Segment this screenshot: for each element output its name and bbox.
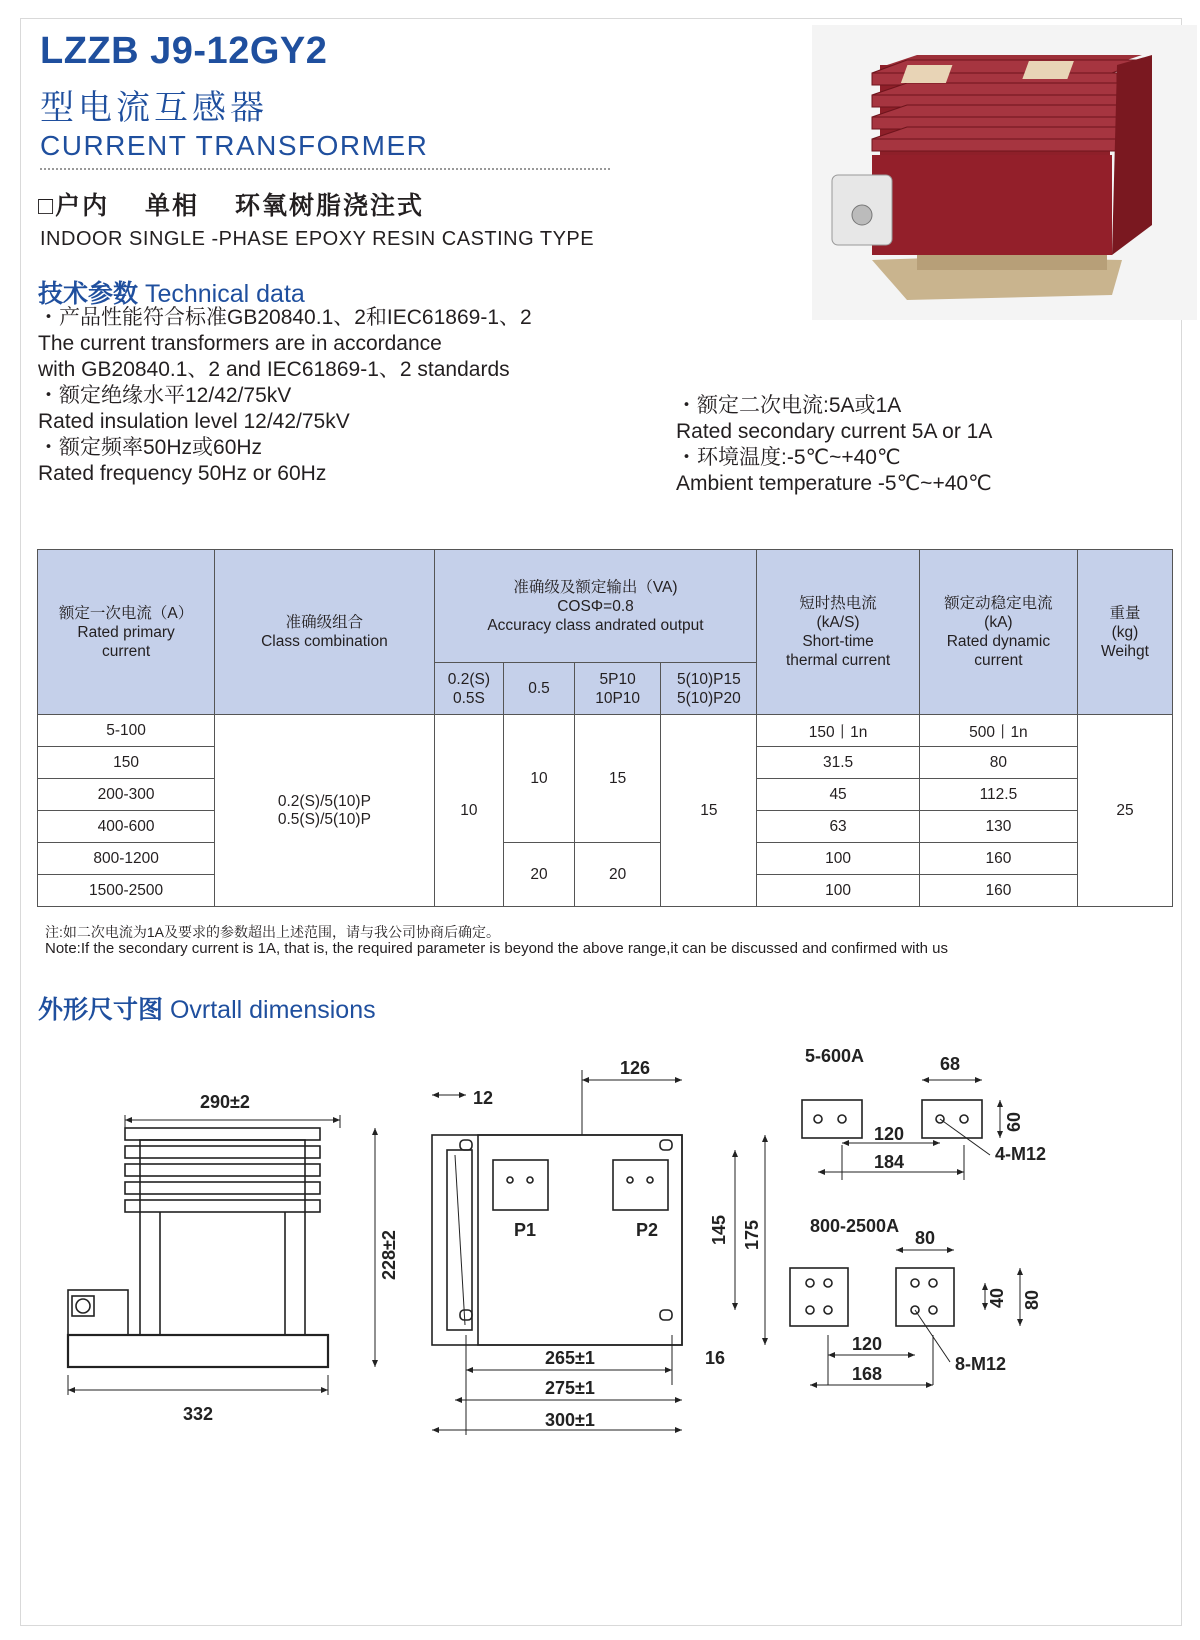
dim-top-265: 265±1 [545, 1348, 595, 1368]
technical-heading-en: Technical data [144, 280, 305, 308]
cell-primary: 200-300 [38, 779, 215, 811]
dim-top-126: 126 [620, 1058, 651, 1078]
cell-dynamic: 500丨1n [919, 715, 1077, 747]
cell-va-p15: 15 [661, 715, 757, 907]
cell-primary: 150 [38, 747, 215, 779]
title-english: CURRENT TRANSFORMER [40, 130, 429, 161]
spec-line: ・额定二次电流:5A或1A [676, 394, 902, 417]
product-photo [812, 25, 1197, 320]
dim-small-60: 60 [1004, 1111, 1024, 1132]
spec-line: ・环境温度:-5℃~+40℃ [676, 446, 901, 469]
header-class-combination: 准确级组合 Class combination [215, 550, 434, 715]
header-accuracy-output: 准确级及额定输出（VA) COSΦ=0.8 Accuracy class andrated output [434, 550, 757, 663]
note-english: Note:If the secondary current is 1A, that is, the required parameter is beyond the above range,it can be discussed and confirmed with us [45, 940, 949, 957]
cell-dynamic: 112.5 [919, 779, 1077, 811]
label-p1: P1 [514, 1220, 537, 1240]
dim-side-height: 228±2 [379, 1230, 399, 1280]
spec-line: ・额定频率50Hz或60Hz [38, 436, 263, 459]
cell-va-5p: 15 [574, 715, 660, 843]
cell-primary: 800-1200 [38, 843, 215, 875]
dim-large-80v: 80 [1022, 1289, 1042, 1310]
dim-top-16: 16 [705, 1348, 726, 1368]
cell-dynamic: 130 [919, 811, 1077, 843]
subheader-5p15: 5(10)P15 5(10)P20 [661, 663, 757, 715]
subheader-05: 0.5 [504, 663, 575, 715]
cell-dynamic: 160 [919, 843, 1077, 875]
dim-side-base: 332 [183, 1404, 214, 1424]
cell-thermal: 45 [757, 779, 919, 811]
cell-va-02: 10 [434, 715, 504, 907]
type-english: INDOOR SINGLE -PHASE EPOXY RESIN CASTING TYPE [40, 228, 595, 250]
spec-line: ・额定绝缘水平12/42/75kV [38, 384, 292, 407]
cell-thermal: 100 [757, 843, 919, 875]
dimension-drawings [0, 1040, 1200, 1480]
cell-va-5p: 20 [574, 843, 660, 907]
header-weight: 重量 (kg) Weihgt [1078, 550, 1173, 715]
cell-primary: 1500-2500 [38, 875, 215, 907]
spec-list-left [38, 305, 532, 487]
label-4-m12: 4-M12 [995, 1144, 1047, 1164]
spec-table [37, 549, 1173, 907]
dim-small-184: 184 [874, 1152, 905, 1172]
header-primary-current: 额定一次电流（A） Rated primary current [38, 550, 215, 715]
dim-large-40: 40 [987, 1287, 1007, 1308]
spec-line: Rated frequency 50Hz or 60Hz [38, 462, 327, 485]
dim-top-145: 145 [709, 1214, 729, 1245]
dim-large-168: 168 [852, 1364, 883, 1384]
cell-va-05: 10 [504, 715, 575, 843]
spec-line: ・产品性能符合标准GB20840.1、2和IEC61869-1、2 [38, 306, 532, 329]
subheader-02s: 0.2(S) 0.5S [434, 663, 504, 715]
label-5-600a: 5-600A [805, 1046, 865, 1066]
table-row [38, 715, 1173, 747]
technical-heading-cn: 技术参数 [38, 280, 139, 308]
cell-class-combo: 0.2(S)/5(10)P 0.5(S)/5(10)P [215, 715, 434, 907]
cell-thermal: 100 [757, 875, 919, 907]
dim-top-12: 12 [473, 1088, 494, 1108]
dim-top-175: 175 [742, 1219, 762, 1250]
top-view [432, 1070, 765, 1435]
type-chinese: □户内 单相 环氧树脂浇注式 [38, 192, 424, 220]
note-chinese: 注:如二次电流为1A及要求的参数超出上述范围，请与我公司协商后确定。 [45, 924, 501, 940]
label-800-2500a: 800-2500A [810, 1216, 900, 1236]
title-chinese: 型电流互感器 [40, 89, 268, 127]
dim-large-80: 80 [915, 1228, 936, 1248]
cell-weight: 25 [1078, 715, 1173, 907]
spec-line: with GB20840.1、2 and IEC61869-1、2 standards [38, 358, 510, 381]
cell-primary: 400-600 [38, 811, 215, 843]
cell-dynamic: 80 [919, 747, 1077, 779]
dim-top-275: 275±1 [545, 1378, 595, 1398]
label-8-m12: 8-M12 [955, 1354, 1007, 1374]
label-p2: P2 [636, 1220, 659, 1240]
spec-list-right [676, 393, 992, 497]
spec-line: The current transformers are in accordance [38, 332, 442, 355]
dim-small-120: 120 [874, 1124, 905, 1144]
dim-side-width: 290±2 [200, 1092, 250, 1112]
subheader-5p10: 5P10 10P10 [574, 663, 660, 715]
cell-va-05: 20 [504, 843, 575, 907]
dim-large-120: 120 [852, 1334, 883, 1354]
dim-small-68: 68 [940, 1054, 961, 1074]
side-view [68, 1115, 375, 1395]
model-title: LZZB J9-12GY2 [40, 30, 328, 72]
spec-line: Rated secondary current 5A or 1A [676, 420, 993, 443]
divider [40, 168, 610, 170]
dimensions-heading-cn: 外形尺寸图 [38, 996, 164, 1024]
header-dynamic-current: 额定动稳定电流 (kA) Rated dynamic current [919, 550, 1077, 715]
dim-top-300: 300±1 [545, 1410, 595, 1430]
dimensions-heading [38, 990, 376, 1026]
header-thermal-current: 短时热电流 (kA/S) Short-time thermal current [757, 550, 919, 715]
dimensions-heading-en: Ovrtall dimensions [169, 996, 376, 1024]
cell-thermal: 150丨1n [757, 715, 919, 747]
cell-primary: 5-100 [38, 715, 215, 747]
cell-thermal: 31.5 [757, 747, 919, 779]
cell-dynamic: 160 [919, 875, 1077, 907]
spec-line: Rated insulation level 12/42/75kV [38, 410, 350, 433]
cell-thermal: 63 [757, 811, 919, 843]
spec-line: Ambient temperature -5℃~+40℃ [676, 472, 992, 495]
table-row [38, 843, 1173, 875]
